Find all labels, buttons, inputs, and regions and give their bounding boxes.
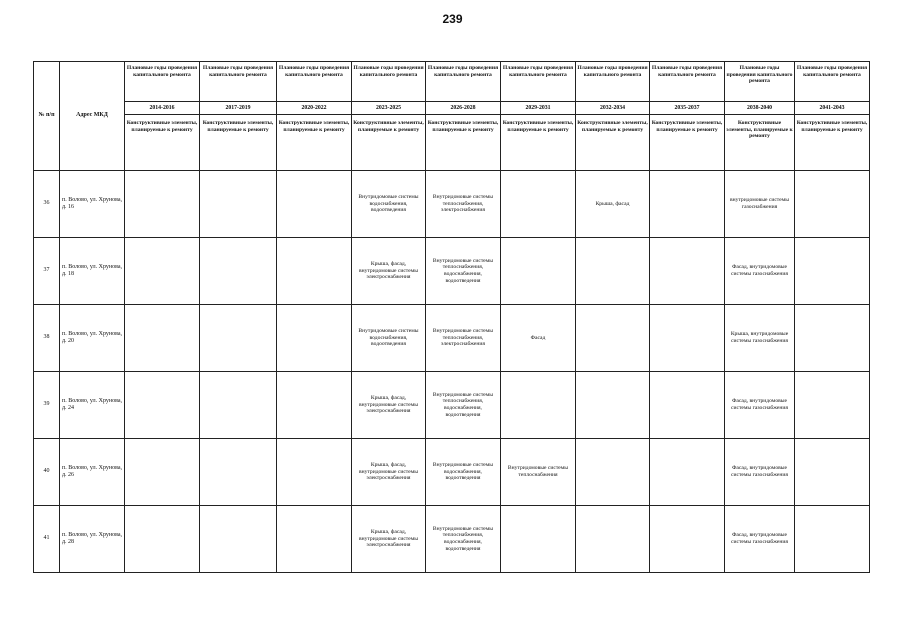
repair-work-cell: Внутридомовые системы водоснабжения, водоотведения — [352, 171, 426, 238]
repair-work-cell: Крыша, фасад, внутридомовые системы электроснабжения — [352, 238, 426, 305]
repair-work-cell — [650, 171, 725, 238]
header-planned-years: Плановые годы проведения капитального ремонта — [125, 62, 200, 102]
repair-work-cell — [576, 372, 650, 439]
repair-work-cell — [125, 238, 200, 305]
row-number: 39 — [34, 372, 60, 439]
repair-work-cell — [795, 506, 870, 573]
repair-work-cell — [576, 439, 650, 506]
header-planned-years: Плановые годы проведения капитального ремонта — [576, 62, 650, 102]
row-number: 40 — [34, 439, 60, 506]
repair-work-cell — [795, 238, 870, 305]
repair-work-cell — [200, 372, 277, 439]
repair-work-cell — [277, 238, 352, 305]
repair-work-cell: Внутридомовые системы теплоснабжения, водоснабжения, водоотведения — [426, 238, 501, 305]
header-period: 2014-2016 — [125, 102, 200, 115]
page-number: 239 — [442, 12, 463, 26]
repair-work-cell — [277, 171, 352, 238]
header-period: 2017-2019 — [200, 102, 277, 115]
header-structural-elements: Конструктивные элементы, планируемые к ремонту — [501, 115, 576, 171]
header-planned-years: Плановые годы проведения капитального ремонта — [200, 62, 277, 102]
header-structural-elements: Конструктивные элементы, планируемые к ремонту — [200, 115, 277, 171]
table-row — [34, 439, 870, 506]
repair-work-cell: Внутридомовые системы теплоснабжения — [501, 439, 576, 506]
repair-work-cell — [277, 439, 352, 506]
repair-work-cell: Крыша, фасад, внутридомовые системы электроснабжения — [352, 372, 426, 439]
row-number: 41 — [34, 506, 60, 573]
header-number: № п/п — [34, 62, 60, 171]
repair-work-cell: внутридомовые системы газоснабжения — [725, 171, 795, 238]
repair-work-cell — [125, 506, 200, 573]
repair-work-cell: Внутридомовые системы теплоснабжения, электроснабжения — [426, 305, 501, 372]
repair-work-cell — [501, 506, 576, 573]
repair-work-cell: Фасад, внутридомовые системы газоснабжения — [725, 506, 795, 573]
table-row — [34, 171, 870, 238]
header-period: 2041-2043 — [795, 102, 870, 115]
header-period: 2029-2031 — [501, 102, 576, 115]
header-structural-elements: Конструктивные элементы, планируемые к ремонту — [650, 115, 725, 171]
repair-work-cell — [650, 372, 725, 439]
repair-work-cell — [200, 506, 277, 573]
repair-work-cell: Фасад, внутридомовые системы газоснабжения — [725, 439, 795, 506]
repair-work-cell: Фасад — [501, 305, 576, 372]
header-structural-elements: Конструктивные элементы, планируемые к ремонту — [576, 115, 650, 171]
header-planned-years: Плановые годы проведения капитального ремонта — [277, 62, 352, 102]
header-structural-elements: Конструктивные элементы, планируемые к ремонту — [277, 115, 352, 171]
repair-work-cell — [277, 305, 352, 372]
header-structural-elements: Конструктивные элементы, планируемые к ремонту — [125, 115, 200, 171]
repair-work-cell — [501, 372, 576, 439]
repair-work-cell — [125, 372, 200, 439]
repair-work-cell: Внутридомовые системы водоснабжения, водоотведения — [352, 305, 426, 372]
header-period: 2023-2025 — [352, 102, 426, 115]
repair-work-cell: Крыша, внутридомовые системы газоснабжения — [725, 305, 795, 372]
header-structural-elements: Конструктивные элементы, планируемые к ремонту — [426, 115, 501, 171]
header-address: Адрес МКД — [60, 62, 125, 171]
header-planned-years: Плановые годы проведения капитального ремонта — [725, 62, 795, 102]
repair-work-cell — [795, 171, 870, 238]
repair-work-cell — [650, 439, 725, 506]
header-planned-years: Плановые годы проведения капитального ремонта — [426, 62, 501, 102]
repair-work-cell: Крыша, фасад, внутридомовые системы электроснабжения — [352, 439, 426, 506]
row-number: 38 — [34, 305, 60, 372]
repair-work-cell — [277, 506, 352, 573]
header-planned-years: Плановые годы проведения капитального ремонта — [352, 62, 426, 102]
row-address: п. Волово, ул. Хрунова, д. 24 — [60, 372, 125, 439]
repair-work-cell — [125, 171, 200, 238]
repair-work-cell — [576, 238, 650, 305]
header-period: 2026-2028 — [426, 102, 501, 115]
capital-repair-table — [33, 61, 870, 573]
repair-work-cell — [125, 305, 200, 372]
row-address: п. Волово, ул. Хрунова, д. 26 — [60, 439, 125, 506]
repair-work-cell — [200, 439, 277, 506]
table-header — [34, 62, 870, 171]
repair-work-cell — [501, 171, 576, 238]
repair-work-cell — [125, 439, 200, 506]
row-address: п. Волово, ул. Хрунова, д. 16 — [60, 171, 125, 238]
header-planned-years: Плановые годы проведения капитального ремонта — [501, 62, 576, 102]
header-period: 2038-2040 — [725, 102, 795, 115]
table-row — [34, 506, 870, 573]
row-address: п. Волово, ул. Хрунова, д. 28 — [60, 506, 125, 573]
header-planned-years: Плановые годы проведения капитального ремонта — [650, 62, 725, 102]
header-structural-elements: Конструктивные элементы, планируемые к ремонту — [725, 115, 795, 171]
repair-work-cell: Внутридомовые системы водоснабжения, водоотведения — [426, 439, 501, 506]
header-structural-elements: Конструктивные элементы, планируемые к ремонту — [795, 115, 870, 171]
header-structural-elements: Конструктивные элементы, планируемые к ремонту — [352, 115, 426, 171]
repair-work-cell — [200, 305, 277, 372]
repair-work-cell — [200, 238, 277, 305]
repair-work-cell: Фасад, внутридомовые системы газоснабжения — [725, 372, 795, 439]
repair-work-cell — [650, 238, 725, 305]
row-number: 37 — [34, 238, 60, 305]
repair-work-cell: Крыша, фасад — [576, 171, 650, 238]
row-address: п. Волово, ул. Хрунова, д. 20 — [60, 305, 125, 372]
repair-work-cell: Внутридомовые системы теплоснабжения, водоснабжения, водоотведения — [426, 506, 501, 573]
repair-work-cell — [200, 171, 277, 238]
repair-work-cell — [501, 238, 576, 305]
table-row — [34, 305, 870, 372]
table-body — [34, 171, 870, 573]
row-number: 36 — [34, 171, 60, 238]
repair-work-cell — [576, 506, 650, 573]
row-address: п. Волово, ул. Хрунова, д. 18 — [60, 238, 125, 305]
repair-work-cell: Внутридомовые системы теплоснабжения, электроснабжения — [426, 171, 501, 238]
repair-work-cell — [795, 372, 870, 439]
repair-work-cell — [576, 305, 650, 372]
repair-work-cell — [650, 305, 725, 372]
repair-work-cell: Фасад, внутридомовые системы газоснабжения — [725, 238, 795, 305]
header-period: 2020-2022 — [277, 102, 352, 115]
repair-work-cell — [795, 305, 870, 372]
repair-work-cell — [277, 372, 352, 439]
table-row — [34, 238, 870, 305]
repair-work-cell: Внутридомовые системы теплоснабжения, водоснабжения, водоотведения — [426, 372, 501, 439]
header-period: 2032-2034 — [576, 102, 650, 115]
header-period: 2035-2037 — [650, 102, 725, 115]
repair-work-cell — [795, 439, 870, 506]
header-planned-years: Плановые годы проведения капитального ремонта — [795, 62, 870, 102]
table-row — [34, 372, 870, 439]
repair-work-cell — [650, 506, 725, 573]
repair-work-cell: Крыша, фасад, внутридомовые системы электроснабжения — [352, 506, 426, 573]
